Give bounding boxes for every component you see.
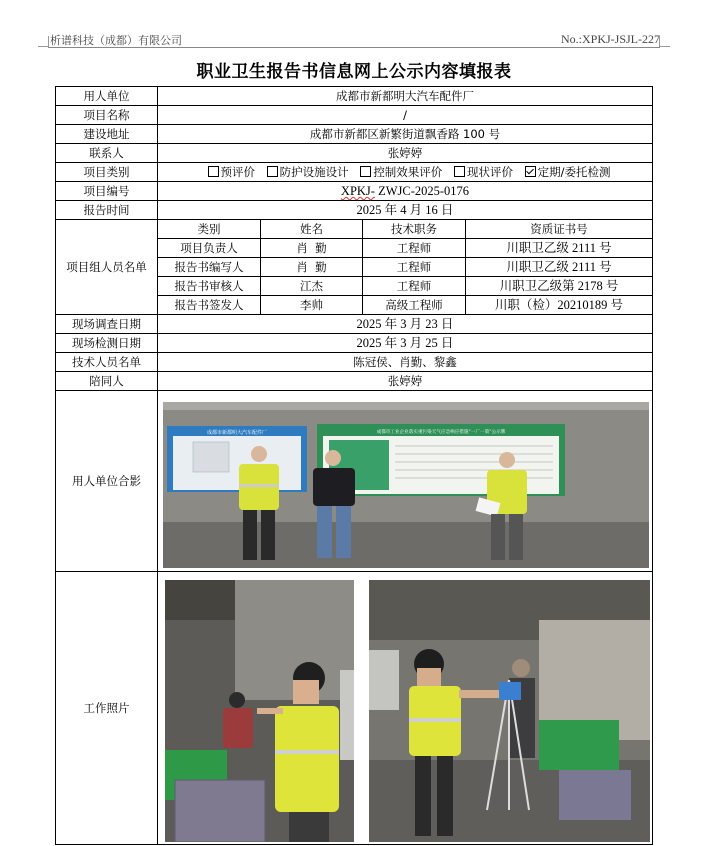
value-technicians: 陈冠侯、肖勤、黎鑫 xyxy=(158,353,653,372)
value-project-name: / xyxy=(158,106,653,125)
row-test-date xyxy=(56,334,653,353)
option-control-effect: 控制效果评价 xyxy=(373,165,443,179)
value-test-date: 2025 年 3 月 25 日 xyxy=(158,334,653,353)
checkbox-pre-evaluation[interactable] xyxy=(208,166,219,177)
team-role: 项目负责人 xyxy=(158,239,261,258)
label-team: 项目组人员名单 xyxy=(56,220,158,315)
value-contact: 张婷婷 xyxy=(158,144,653,163)
value-employer: 成都市新都明大汽车配件厂 xyxy=(158,87,653,106)
checkbox-protection-design[interactable] xyxy=(267,166,278,177)
team-name: 李帅 xyxy=(261,296,363,315)
header-divider xyxy=(48,47,660,48)
team-role: 报告书编写人 xyxy=(158,258,261,277)
label-technicians: 技术人员名单 xyxy=(56,353,158,372)
team-cert: 川职卫乙级第 2178 号 xyxy=(466,277,653,296)
option-status-evaluation: 现状评价 xyxy=(466,165,513,179)
label-project-type: 项目类别 xyxy=(56,163,158,182)
team-role: 报告书审核人 xyxy=(158,277,261,296)
value-escort: 张婷婷 xyxy=(158,372,653,391)
label-group-photo: 用人单位合影 xyxy=(56,391,158,572)
right-board-title: 成都市工业企业落实重污染天气应急响应措施“一厂一策”公示牌 xyxy=(376,430,506,435)
row-project-name xyxy=(56,106,653,125)
label-project-no: 项目编号 xyxy=(56,182,158,201)
team-title: 高级工程师 xyxy=(363,296,466,315)
row-technicians xyxy=(56,353,653,372)
row-address xyxy=(56,125,653,144)
row-project-type xyxy=(56,163,653,182)
row-report-date xyxy=(56,201,653,220)
group-photo xyxy=(163,402,649,568)
project-type-options xyxy=(158,163,653,182)
option-protection-design: 防护设施设计 xyxy=(279,165,349,179)
row-escort xyxy=(56,372,653,391)
team-header-role: 类别 xyxy=(158,220,261,239)
company-name: 析谱科技（成都）有限公司 xyxy=(50,34,182,47)
row-survey-date xyxy=(56,315,653,334)
team-title: 工程师 xyxy=(363,239,466,258)
team-title: 工程师 xyxy=(363,277,466,296)
label-escort: 陪同人 xyxy=(56,372,158,391)
project-no-rest: ZWJC-2025-0176 xyxy=(374,184,470,198)
checkbox-periodic-testing[interactable] xyxy=(525,166,536,177)
crop-mark-right xyxy=(659,36,670,47)
team-header-name: 姓名 xyxy=(261,220,363,239)
checkbox-control-effect[interactable] xyxy=(360,166,371,177)
value-survey-date: 2025 年 3 月 23 日 xyxy=(158,315,653,334)
team-name: 肖 勤 xyxy=(261,258,363,277)
work-photo-left xyxy=(165,580,354,842)
label-employer: 用人单位 xyxy=(56,87,158,106)
document-number: No.:XPKJ-JSJL-227 xyxy=(560,32,660,46)
crop-mark-left xyxy=(38,36,49,47)
row-employer xyxy=(56,87,653,106)
team-title: 工程师 xyxy=(363,258,466,277)
team-name: 江杰 xyxy=(261,277,363,296)
team-cert: 川职卫乙级 2111 号 xyxy=(466,239,653,258)
left-board-title: 成都市新都明大汽车配件厂 xyxy=(206,430,268,436)
team-header-title: 技术职务 xyxy=(363,220,466,239)
option-periodic-testing: 定期/委托检测 xyxy=(537,165,611,179)
value-report-date: 2025 年 4 月 16 日 xyxy=(158,201,653,220)
team-header-row xyxy=(56,220,653,239)
label-address: 建设地址 xyxy=(56,125,158,144)
value-address: 成都市新都区新繁街道飘香路 100 号 xyxy=(158,125,653,144)
team-name: 肖 勤 xyxy=(261,239,363,258)
project-no-prefix: XPKJ- xyxy=(340,184,375,198)
label-survey-date: 现场调查日期 xyxy=(56,315,158,334)
team-header-cert: 资质证书号 xyxy=(466,220,653,239)
row-project-no xyxy=(56,182,653,201)
label-report-date: 报告时间 xyxy=(56,201,158,220)
option-pre-evaluation: 预评价 xyxy=(220,165,255,179)
team-cert: 川职卫乙级 2111 号 xyxy=(466,258,653,277)
value-project-no xyxy=(158,182,653,201)
work-photo-right xyxy=(369,580,650,842)
label-work-photos: 工作照片 xyxy=(56,572,158,845)
team-cert: 川职（检）20210189 号 xyxy=(466,296,653,315)
label-project-name: 项目名称 xyxy=(56,106,158,125)
document-title: 职业卫生报告书信息网上公示内容填报表 xyxy=(196,62,512,82)
label-contact: 联系人 xyxy=(56,144,158,163)
checkbox-status-evaluation[interactable] xyxy=(454,166,465,177)
row-contact xyxy=(56,144,653,163)
label-test-date: 现场检测日期 xyxy=(56,334,158,353)
team-role: 报告书签发人 xyxy=(158,296,261,315)
